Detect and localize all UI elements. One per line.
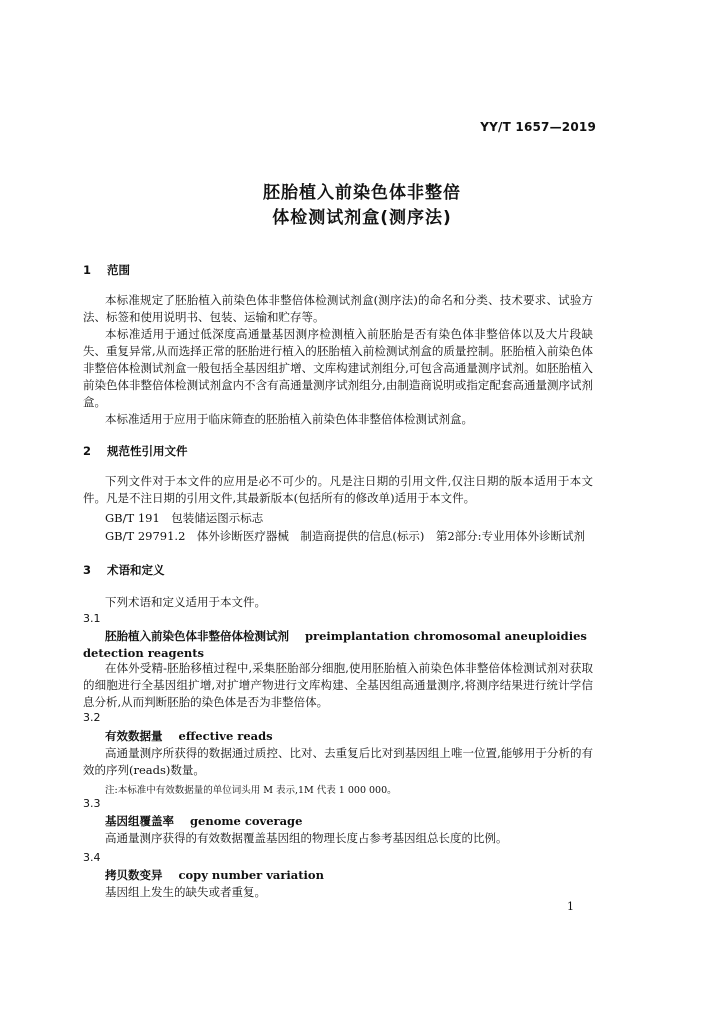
section-1-heading [83, 262, 130, 278]
term-english: effective reads [178, 729, 273, 743]
term-number: 3.4 [83, 851, 101, 864]
term-definition: 基因组上发生的缺失或者重复。 [105, 885, 266, 899]
term-title [83, 728, 593, 745]
term-title [83, 628, 593, 662]
section-1-paragraph-1: 本标准规定了胚胎植入前染色体非整倍体检测试剂盒(测序法)的命名和分类、技术要求、试验方法、标签和使用说明书、包装、运输和贮存等。 [83, 293, 593, 324]
section-1-paragraph-2: 本标准适用于通过低深度高通量基因测序检测植入前胚胎是否有染色体非整倍体以及大片段缺失、重复异常,从而选择正常的胚胎进行植入的胚胎植入前检测试剂盒的质量控制。胚胎植入前染色体非整倍体检测试剂盒一般包括全基因组扩增、文库构建试剂组分,可包含高通量测序试剂。如胚胎植入前染色体非整倍体检测试剂盒内不含有高通量测序试剂组分,由制造商说明或指定配套高通量测序试剂盒。 [83, 327, 593, 409]
standard-code: YY/T 1657—2019 [480, 120, 596, 134]
section-3-intro: 下列术语和定义适用于本文件。 [105, 595, 266, 609]
term-chinese: 拷贝数变异 [105, 868, 163, 882]
term-english: copy number variation [178, 868, 324, 882]
term-number: 3.2 [83, 711, 101, 724]
section-title: 规范性引用文件 [107, 444, 188, 458]
section-2-paragraph-1: 下列文件对于本文件的应用是必不可少的。凡是注日期的引用文件,仅注日期的版本适用于本文件。凡是不注日期的引用文件,其最新版本(包括所有的修改单)适用于本文件。 [83, 474, 593, 505]
document-title-line1: 胚胎植入前染色体非整倍 [263, 183, 461, 203]
reference-gb-t-29791-2: GB/T 29791.2 体外诊断医疗器械 制造商提供的信息(标示) 第2部分:专业用体外诊断试剂 [105, 529, 586, 543]
term-number: 3.3 [83, 797, 101, 810]
term-definition: 高通量测序所获得的数据通过质控、比对、去重复后比对到基因组上唯一位置,能够用于分析的有效的序列(reads)数量。 [83, 746, 593, 777]
document-title-line2: 体检测试剂盒(测序法) [272, 208, 452, 228]
term-chinese: 基因组覆盖率 [105, 814, 174, 828]
reference-gb-t-191: GB/T 191 包装储运图示标志 [105, 511, 264, 525]
term-chinese: 有效数据量 [105, 729, 163, 743]
term-title [83, 867, 593, 884]
term-english: preimplantation chromosomal aneuploidies detection reagents [83, 629, 587, 660]
term-chinese: 胚胎植入前染色体非整倍体检测试剂 [105, 629, 289, 643]
page-number: 1 [567, 900, 574, 913]
section-1-paragraph-3: 本标准适用于应用于临床筛查的胚胎植入前染色体非整倍体检测试剂盒。 [105, 412, 473, 426]
section-number: 3 [83, 563, 92, 577]
term-number: 3.1 [83, 612, 101, 625]
section-title: 范围 [107, 263, 130, 277]
section-number: 2 [83, 444, 92, 458]
term-definition: 在体外受精-胚胎移植过程中,采集胚胎部分细胞,使用胚胎植入前染色体非整倍体检测试剂对获取的细胞进行全基因组扩增,对扩增产物进行文库构建、全基因组高通量测序,将测序结果进行统计学信息分析,从而判断胚胎的染色体是否为非整倍体。 [83, 661, 593, 709]
section-number: 1 [83, 263, 92, 277]
term-definition: 高通量测序获得的有效数据覆盖基因组的物理长度占参考基因组总长度的比例。 [105, 831, 508, 845]
term-title [83, 813, 593, 830]
term-note: 注:本标准中有效数据量的单位词头用 M 表示,1M 代表 1 000 000。 [105, 785, 397, 796]
section-3-heading [83, 562, 165, 578]
section-title: 术语和定义 [107, 563, 165, 577]
section-2-heading [83, 443, 188, 459]
term-english: genome coverage [190, 814, 303, 828]
